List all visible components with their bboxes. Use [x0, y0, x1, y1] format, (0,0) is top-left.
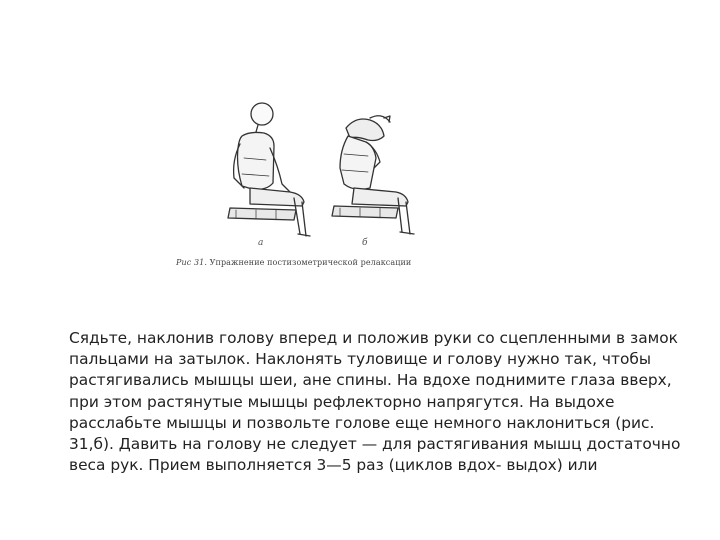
- figure-b-head-bent: [332, 116, 414, 234]
- figure-caption: [176, 258, 451, 267]
- text-line: расслабьте мышцы и позвольте голове еще немного наклониться (рис.: [69, 413, 655, 432]
- figure-label-b: б: [362, 238, 368, 248]
- text-line: растягивались мышцы шеи, ане спины. На вдохе поднимите глаза вверх,: [69, 371, 672, 390]
- exercise-illustration: [170, 88, 450, 258]
- figure-label-a: а: [258, 238, 264, 248]
- text-line: пальцами на затылок. Наклонять туловище и голову нужно так, чтобы: [69, 350, 652, 369]
- figure-a-seated-upright: [228, 103, 310, 236]
- caption-number: Рис 31: [176, 258, 205, 267]
- caption-text: . Упражнение постизометрической релаксации: [204, 258, 412, 267]
- text-line: веса рук. Прием выполняется 3—5 раз (циклов вдох- выдох) или: [69, 456, 598, 475]
- body-paragraph: [69, 328, 681, 476]
- exercise-figure: [170, 88, 450, 273]
- text-line: 31,б). Давить на голову не следует — для растягивания мышц достаточно: [69, 435, 681, 454]
- text-line: при этом растянутые мышцы рефлекторно напрягутся. На выдохе: [69, 392, 615, 411]
- text-line: Сядьте, наклонив голову вперед и положив руки со сцепленными в замок: [69, 329, 678, 347]
